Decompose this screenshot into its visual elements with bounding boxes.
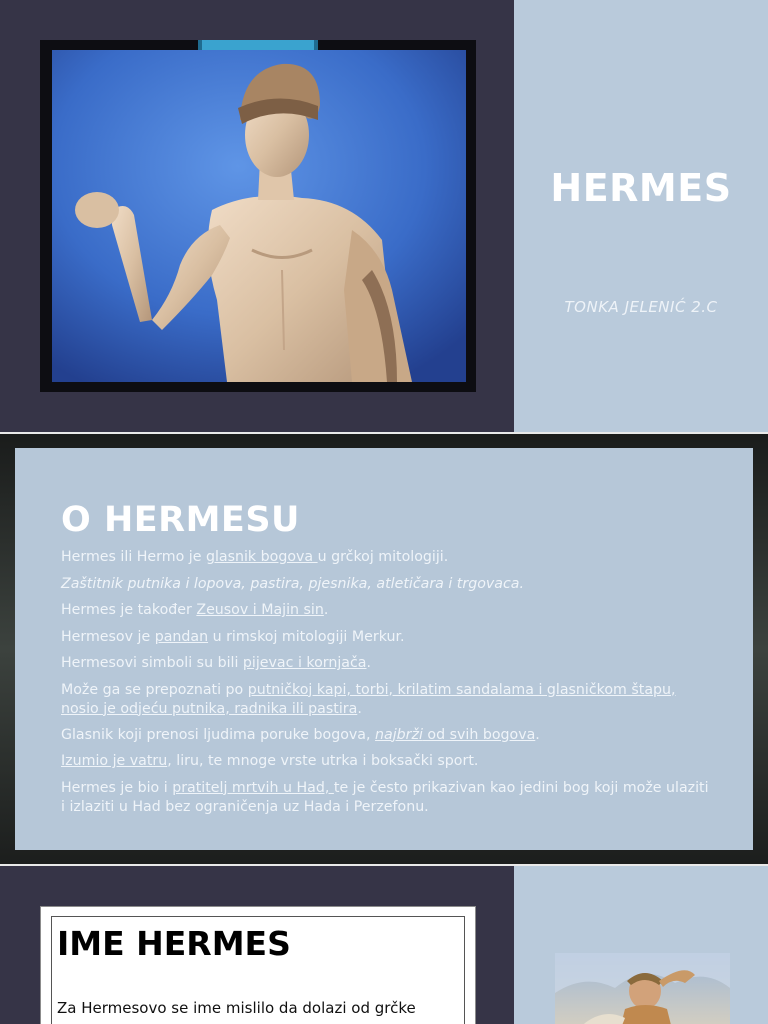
slide-heading: O HERMESU xyxy=(61,500,300,540)
slide-title xyxy=(0,0,768,432)
list-item xyxy=(61,654,711,673)
link-pijevac-i-kornjaca[interactable]: pijevac i kornjača xyxy=(242,655,367,671)
bullet-text: Zaštitnik putnika i lopova, pastira, pjesnika, atletičara i trgovaca. xyxy=(61,575,524,592)
list-item xyxy=(61,628,711,647)
bullet-text: Hermes je također xyxy=(61,602,197,618)
link-pratitelj-mrtvih[interactable]: pratitelj mrtvih u Had, xyxy=(172,779,334,796)
bullet-text: Hermes ili Hermo je xyxy=(61,549,206,565)
list-item xyxy=(61,681,711,719)
link-najbrzi[interactable]: najbrži xyxy=(375,726,423,743)
slide-about xyxy=(0,434,768,864)
bullet-text: Glasnik koji prenosi ljudima poruke bogova, xyxy=(61,726,376,743)
author-subtitle: TONKA JELENIĆ 2.C xyxy=(564,298,718,316)
bullet-text: Hermes je bio i xyxy=(61,779,173,796)
list-item xyxy=(61,548,711,567)
bullet-text: , liru, te mnoge vrste utrka i boksački sport. xyxy=(167,753,479,769)
card-title: IME HERMES xyxy=(57,924,291,963)
list-item xyxy=(61,752,711,771)
photo-frame-tab xyxy=(198,40,318,50)
bullet-text: . xyxy=(366,655,372,671)
bullet-text: Hermesov je xyxy=(61,628,155,645)
bullet-text: . xyxy=(323,602,329,618)
slide-title-text: HERMES xyxy=(550,166,732,210)
card-text: Za Hermesovo se ime mislilo da dolazi od grčke xyxy=(57,999,416,1017)
link-pandan[interactable]: pandan xyxy=(154,628,209,645)
hermes-painting-thumbnail xyxy=(555,953,730,1024)
bullet-text: Hermesovi simboli su bili xyxy=(61,655,243,671)
bullet-text: Može ga se prepoznati po xyxy=(61,681,248,698)
bullet-text: . xyxy=(357,700,362,717)
slide-name-origin xyxy=(0,866,768,1024)
link-izumio-je-vatru[interactable]: Izumio je vatru xyxy=(61,753,168,769)
list-item xyxy=(61,779,711,817)
bullet-text: u grčkoj mitologiji. xyxy=(317,549,449,565)
list-item xyxy=(61,726,711,745)
bullet-text: u rimskoj mitologiji Merkur. xyxy=(208,628,405,645)
bullet-text: te je često prikazivan kao jedini bog koji može ulaziti i izlaziti u Had bez ograničenja uz Hada i Perzefonu. xyxy=(61,779,709,815)
bullet-text: . xyxy=(535,726,540,743)
hermes-statue-photo xyxy=(52,50,466,382)
link-glasnik-bogova[interactable]: glasnik bogova xyxy=(205,549,318,565)
bullet-list xyxy=(61,548,711,824)
link-zeusov-i-majin-sin[interactable]: Zeusov i Majin sin xyxy=(196,602,324,618)
list-item xyxy=(61,575,711,594)
link-od-svih-bogova[interactable]: od svih bogova xyxy=(422,726,536,743)
link-putnicka-kapa[interactable]: putničkoj kapi, torbi, krilatim sandalama i glasničkom štapu, nosio je odjeću putnika, radnika ili pastira xyxy=(61,681,676,717)
list-item xyxy=(61,601,711,620)
